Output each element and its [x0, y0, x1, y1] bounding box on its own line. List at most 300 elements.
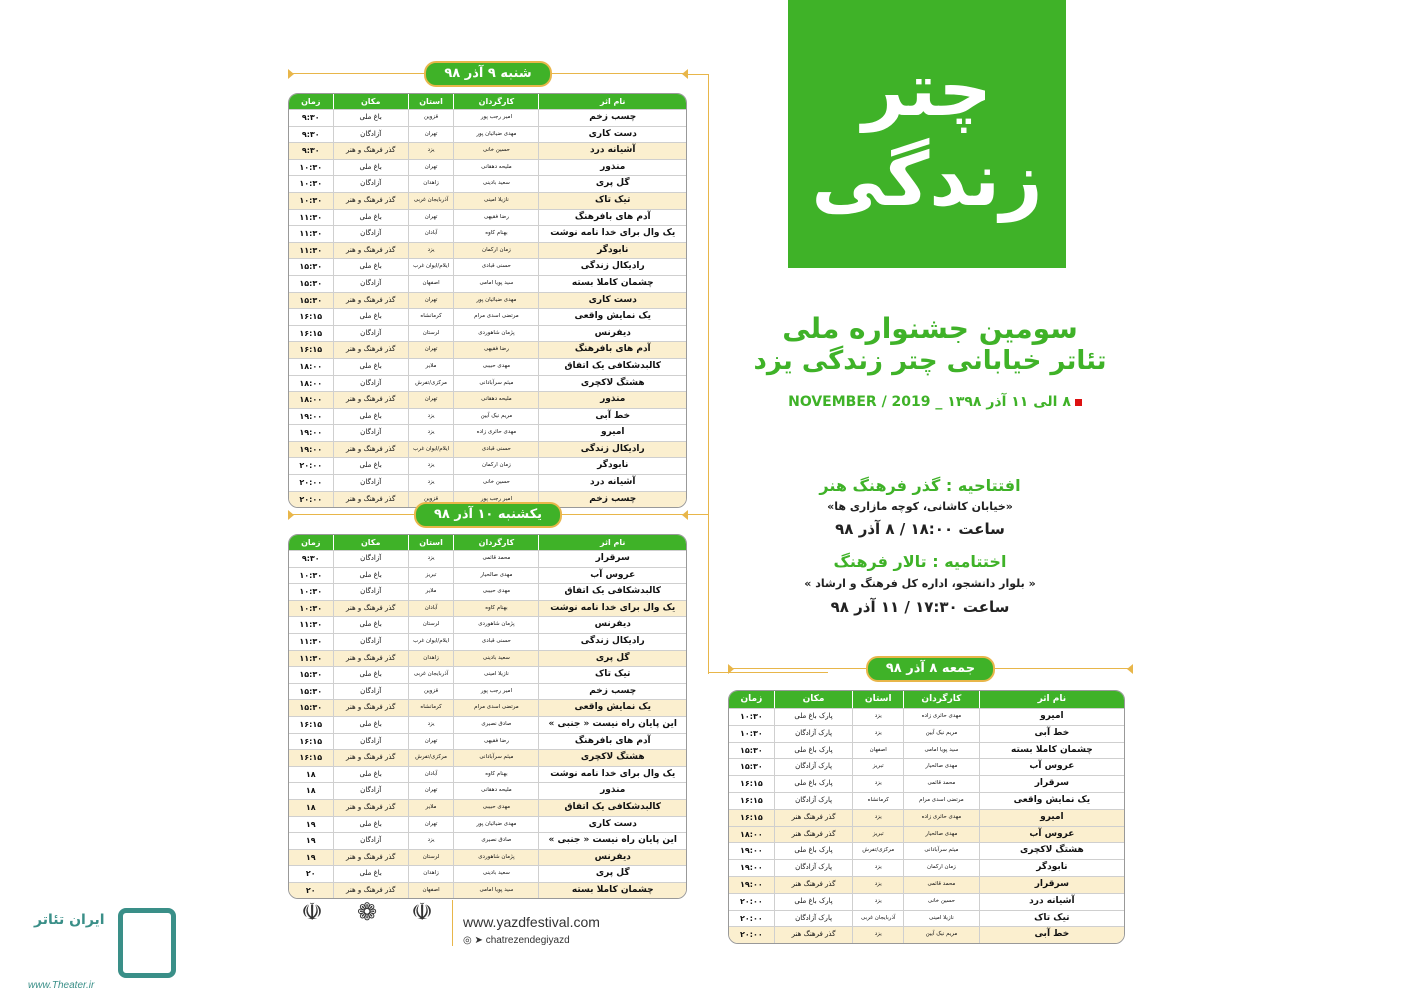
- cell-time: ۱۰:۳۰: [299, 179, 323, 189]
- cell-director: امیر رجب پور: [453, 492, 538, 508]
- cell-province: ملایر: [408, 359, 454, 375]
- header-title: نام اثر: [538, 535, 686, 550]
- cell-place: پارک آزادگان: [774, 860, 853, 876]
- cell-province: ایلام/ایوان غرب: [408, 634, 454, 650]
- cell-time: ۱۹:۰۰: [299, 411, 323, 421]
- cell-title: نابودگر: [538, 243, 686, 259]
- table-row: [289, 683, 686, 700]
- cell-director: مهدی حبیبی: [453, 359, 538, 375]
- cell-time: ۲۰:۰۰: [299, 461, 323, 471]
- cell-title: یک وال برای خدا نامه نوشت: [538, 226, 686, 242]
- cell-title: امیرو: [979, 709, 1124, 725]
- cell-place: باغ ملی: [333, 359, 408, 375]
- cell-director: بهنام کاوه: [453, 601, 538, 617]
- cell-time: ۱۹:۰۰: [740, 846, 763, 856]
- cell-province: تبریز: [852, 759, 903, 775]
- cell-title: چشمان کاملا بسته: [538, 276, 686, 292]
- logo-text-line1: چتر: [862, 47, 992, 133]
- cell-place: آزادگان: [333, 425, 408, 441]
- header-title: نام اثر: [979, 691, 1124, 708]
- cell-title: یک وال برای خدا نامه نوشت: [538, 601, 686, 617]
- schedule-table-saturday: [288, 93, 687, 508]
- cell-place: گذر فرهنگ و هنر: [333, 293, 408, 309]
- cell-director: مهدی صالحیار: [903, 827, 979, 843]
- opening-title: افتتاحیه : گذر فرهنگ هنر: [819, 476, 1021, 495]
- cell-title: آشیانه درد: [538, 143, 686, 159]
- cell-province: آبادان: [408, 601, 454, 617]
- cell-director: ملیحه دهقانی: [453, 783, 538, 799]
- cell-province: تهران: [408, 392, 454, 408]
- cell-title: عروس آب: [538, 568, 686, 584]
- cell-director: امیر رجب پور: [453, 684, 538, 700]
- cell-title: سرقرار: [538, 551, 686, 567]
- cell-place: باغ ملی: [333, 210, 408, 226]
- cell-place: پارک آزادگان: [774, 911, 853, 927]
- cell-province: یزد: [408, 425, 454, 441]
- cell-place: باغ ملی: [333, 717, 408, 733]
- footer-emblems: [292, 898, 442, 946]
- cell-time: ۱۱:۳۰: [299, 653, 323, 663]
- cell-director: حسین خانی: [453, 143, 538, 159]
- cell-title: یک نمایش واقعی: [538, 309, 686, 325]
- cell-place: پارک باغ ملی: [774, 743, 853, 759]
- cell-director: مهدی ضیائیان پور: [453, 127, 538, 143]
- festival-dates: [745, 394, 1125, 410]
- cell-time: ۱۵:۳۰: [740, 745, 763, 755]
- cell-title: آشیانه درد: [979, 894, 1124, 910]
- cell-province: تبریز: [408, 568, 454, 584]
- cell-title: نابودگر: [979, 860, 1124, 876]
- cell-title: دست کاری: [538, 127, 686, 143]
- table-row: [289, 474, 686, 491]
- cell-director: بهنام کاوه: [453, 767, 538, 783]
- header-director: کارگردان: [903, 691, 979, 708]
- cell-place: پارک باغ ملی: [774, 894, 853, 910]
- cell-place: گذر فرهنگ و هنر: [333, 700, 408, 716]
- cell-title: منذور: [538, 392, 686, 408]
- cell-province: کرمانشاه: [852, 793, 903, 809]
- cell-time: ۱۵:۳۰: [299, 295, 323, 305]
- cell-time: ۱۶:۱۵: [740, 795, 763, 805]
- cell-time: ۲۰:۰۰: [740, 896, 763, 906]
- cell-director: مهدی حبیبی: [453, 584, 538, 600]
- cell-place: پارک باغ ملی: [774, 843, 853, 859]
- table-row: [289, 766, 686, 783]
- logo-text-line2: زندگی: [811, 137, 1043, 223]
- table-row: [289, 882, 686, 899]
- cell-director: محمد قائمی: [903, 776, 979, 792]
- table-row: [289, 308, 686, 325]
- cell-place: باغ ملی: [333, 259, 408, 275]
- cell-title: سرقرار: [979, 877, 1124, 893]
- cell-director: میثم سرآبادانی: [453, 750, 538, 766]
- cell-title: امیرو: [538, 425, 686, 441]
- cell-place: گذر فرهنگ و هنر: [333, 143, 408, 159]
- cell-time: ۹:۳۰: [301, 146, 320, 156]
- cell-province: لرستان: [408, 326, 454, 342]
- cell-province: آذربایجان غربی: [408, 193, 454, 209]
- cell-place: گذر فرهنگ و هنر: [333, 442, 408, 458]
- cell-title: گل پری: [538, 176, 686, 192]
- cell-province: تهران: [408, 160, 454, 176]
- cell-place: گذر فرهنگ هنر: [774, 810, 853, 826]
- table-row: [289, 225, 686, 242]
- cell-time: ۱۰:۳۰: [740, 728, 763, 738]
- cell-province: مرکزی/تفرش: [408, 750, 454, 766]
- cell-place: گذر فرهنگ و هنر: [333, 243, 408, 259]
- cell-time: ۱۶:۱۵: [299, 753, 323, 763]
- emblem-icon-1: ☫: [301, 898, 323, 926]
- cell-director: ملیحه دهقانی: [453, 160, 538, 176]
- cell-province: ایلام/ایوان غرب: [408, 442, 454, 458]
- cell-place: آزادگان: [333, 833, 408, 849]
- cell-province: تهران: [408, 293, 454, 309]
- cell-time: ۱۰:۳۰: [299, 195, 323, 205]
- cell-title: تیک تاک: [538, 667, 686, 683]
- cell-director: مهدی حائری زاده: [903, 810, 979, 826]
- cell-place: باغ ملی: [333, 458, 408, 474]
- header-time: زمان: [301, 538, 321, 547]
- cell-province: ملایر: [408, 800, 454, 816]
- header-director: کارگردان: [453, 535, 538, 550]
- cell-place: گذر فرهنگ هنر: [774, 827, 853, 843]
- theater-watermark: [0, 888, 200, 1002]
- cell-province: آذربایجان غربی: [852, 911, 903, 927]
- cell-place: گذر فرهنگ و هنر: [333, 492, 408, 508]
- cell-place: باغ ملی: [333, 617, 408, 633]
- cell-director: مریم نیک آیین: [453, 409, 538, 425]
- cell-title: گل پری: [538, 651, 686, 667]
- table-row: [289, 358, 686, 375]
- cell-place: آزادگان: [333, 634, 408, 650]
- table-row: [289, 175, 686, 192]
- cell-province: تهران: [408, 783, 454, 799]
- cell-place: آزادگان: [333, 584, 408, 600]
- cell-place: باغ ملی: [333, 568, 408, 584]
- table-row: [289, 424, 686, 441]
- cell-title: تیک تاک: [979, 911, 1124, 927]
- cell-director: مهدی ضیائیان پور: [453, 817, 538, 833]
- cell-time: ۱۵:۳۰: [740, 762, 763, 772]
- cell-director: زمان ارکمان: [903, 860, 979, 876]
- cell-place: گذر فرهنگ و هنر: [333, 342, 408, 358]
- cell-time: ۱۵:۳۰: [299, 703, 323, 713]
- cell-place: آزادگان: [333, 475, 408, 491]
- cell-time: ۱۹: [305, 852, 316, 862]
- day-heading-friday: جمعه ۸ آذر ۹۸: [866, 656, 995, 682]
- cell-director: سعید بادینی: [453, 651, 538, 667]
- cell-time: ۱۵:۳۰: [299, 670, 323, 680]
- table-row: [289, 583, 686, 600]
- cell-province: یزد: [408, 243, 454, 259]
- cell-title: چسب زخم: [538, 492, 686, 508]
- table-row: [729, 792, 1124, 809]
- cell-province: یزد: [852, 894, 903, 910]
- cell-province: لرستان: [408, 850, 454, 866]
- cell-province: مرکزی/تفرش: [852, 843, 903, 859]
- cell-province: زاهدان: [408, 866, 454, 882]
- cell-director: میثم سرآبادانی: [453, 376, 538, 392]
- table-row: [289, 242, 686, 259]
- watermark-mask-icon: [118, 908, 176, 978]
- cell-province: یزد: [852, 726, 903, 742]
- cell-title: آدم های بافرهنگ: [538, 734, 686, 750]
- cell-title: کالبدشکافی یک اتفاق: [538, 584, 686, 600]
- footer-social-handle: chatrezendegiyazd: [485, 935, 570, 946]
- cell-title: نابودگر: [538, 458, 686, 474]
- table-row: [729, 758, 1124, 775]
- cell-title: آدم های بافرهنگ: [538, 210, 686, 226]
- header-place: مکان: [774, 691, 853, 708]
- cell-title: این پایان راه نیست « جنبی »: [538, 717, 686, 733]
- table-row: [289, 408, 686, 425]
- cell-province: زاهدان: [408, 176, 454, 192]
- cell-title: یک نمایش واقعی: [979, 793, 1124, 809]
- cell-province: قزوین: [408, 684, 454, 700]
- cell-director: مهدی صالحیار: [903, 759, 979, 775]
- cell-time: ۱۸:۰۰: [740, 829, 763, 839]
- cell-province: یزد: [408, 833, 454, 849]
- festival-title-line1: سومین جشنواره ملی: [782, 312, 1078, 345]
- cell-title: هشتگ لاکچری: [538, 376, 686, 392]
- table-row: [729, 859, 1124, 876]
- cell-province: مرکزی/تفرش: [408, 376, 454, 392]
- cell-province: تهران: [408, 817, 454, 833]
- cell-director: ملیحه دهقانی: [453, 392, 538, 408]
- table-row: [289, 733, 686, 750]
- cell-title: منذور: [538, 160, 686, 176]
- cell-province: تهران: [408, 342, 454, 358]
- cell-title: سرقرار: [979, 776, 1124, 792]
- cell-title: چسب زخم: [538, 684, 686, 700]
- cell-director: مریم نیک آیین: [903, 726, 979, 742]
- cell-province: یزد: [852, 877, 903, 893]
- cell-time: ۱۱:۳۰: [299, 212, 323, 222]
- cell-director: محمد قائمی: [453, 551, 538, 567]
- cell-time: ۱۸: [305, 786, 316, 796]
- cell-time: ۱۸: [305, 769, 316, 779]
- header-time: زمان: [301, 97, 321, 106]
- cell-title: دیفرنس: [538, 617, 686, 633]
- cell-time: ۱۶:۱۵: [740, 812, 763, 822]
- cell-place: آزادگان: [333, 376, 408, 392]
- cell-province: اصفهان: [408, 883, 454, 899]
- cell-time: ۱۸: [305, 802, 316, 812]
- table-row: [729, 893, 1124, 910]
- cell-province: زاهدان: [408, 651, 454, 667]
- cell-place: پارک آزادگان: [774, 726, 853, 742]
- cell-province: یزد: [852, 810, 903, 826]
- cell-title: عروس آب: [979, 827, 1124, 843]
- cell-director: رضا فقیهی: [453, 210, 538, 226]
- cell-title: رادیکال زندگی: [538, 259, 686, 275]
- table-row: [289, 292, 686, 309]
- cell-title: کالبدشکافی یک اتفاق: [538, 359, 686, 375]
- cell-director: صادق نصیری: [453, 717, 538, 733]
- cell-time: ۹:۳۰: [301, 129, 320, 139]
- schedule-table-sunday: [288, 534, 687, 899]
- cell-title: رادیکال زندگی: [538, 634, 686, 650]
- header-place: مکان: [333, 94, 408, 109]
- frame-line-connector-sat: [686, 74, 708, 75]
- cell-director: حسین خانی: [453, 475, 538, 491]
- table-row: [729, 775, 1124, 792]
- cell-province: یزد: [408, 551, 454, 567]
- table-row: [289, 865, 686, 882]
- cell-place: باغ ملی: [333, 309, 408, 325]
- cell-title: دست کاری: [538, 817, 686, 833]
- table-row: [289, 126, 686, 143]
- footer-website[interactable]: www.yazdfestival.com: [463, 914, 600, 930]
- table-row: [289, 699, 686, 716]
- cell-title: کالبدشکافی یک اتفاق: [538, 800, 686, 816]
- header-time: زمان: [740, 694, 763, 704]
- cell-director: مهدی ضیائیان پور: [453, 293, 538, 309]
- cell-time: ۱۶:۱۵: [299, 328, 323, 338]
- cell-place: آزادگان: [333, 551, 408, 567]
- cell-title: رادیکال زندگی: [538, 442, 686, 458]
- frame-line-connector-sun: [686, 514, 708, 515]
- cell-place: باغ ملی: [333, 110, 408, 126]
- instagram-icon: ◎: [463, 935, 472, 946]
- day-heading-saturday: شنبه ۹ آذر ۹۸: [424, 61, 551, 87]
- cell-province: ایلام/ایوان غرب: [408, 259, 454, 275]
- cell-place: گذر فرهنگ و هنر: [333, 883, 408, 899]
- footer-social[interactable]: [463, 935, 570, 946]
- cell-director: میثم سرآبادانی: [903, 843, 979, 859]
- cell-time: ۱۵:۳۰: [299, 686, 323, 696]
- cell-time: ۱۹:۰۰: [299, 428, 323, 438]
- cell-director: حسنی قبادی: [453, 634, 538, 650]
- cell-time: ۱۶:۱۵: [740, 779, 763, 789]
- cell-province: یزد: [408, 143, 454, 159]
- telegram-icon: ➤: [474, 935, 483, 946]
- cell-title: هشتگ لاکچری: [979, 843, 1124, 859]
- table-row: [729, 926, 1124, 943]
- cell-title: گل پری: [538, 866, 686, 882]
- table-row: [289, 832, 686, 849]
- table-row: [289, 633, 686, 650]
- header-province: استان: [408, 535, 454, 550]
- cell-director: رضا فقیهی: [453, 734, 538, 750]
- date-bullet: [1075, 399, 1082, 406]
- cell-place: آزادگان: [333, 783, 408, 799]
- cell-director: بهنام کاوه: [453, 226, 538, 242]
- cell-title: آدم های بافرهنگ: [538, 342, 686, 358]
- table-row: [729, 910, 1124, 927]
- cell-time: ۱۶:۱۵: [299, 312, 323, 322]
- cell-director: سعید بادینی: [453, 176, 538, 192]
- cell-director: مهدی صالحیار: [453, 568, 538, 584]
- frame-line-right-vertical: [708, 74, 709, 674]
- cell-place: باغ ملی: [333, 767, 408, 783]
- cell-place: آزادگان: [333, 684, 408, 700]
- table-row: [289, 159, 686, 176]
- table-row: [289, 849, 686, 866]
- cell-province: اصفهان: [852, 743, 903, 759]
- festival-dates-text: ۸ الی ۱۱ آذر ۱۳۹۸ _ NOVEMBER / 2019: [788, 394, 1071, 410]
- cell-title: عروس آب: [979, 759, 1124, 775]
- cell-director: زمان ارکمان: [453, 243, 538, 259]
- cell-place: باغ ملی: [333, 409, 408, 425]
- cell-director: سید پویا امامی: [453, 276, 538, 292]
- cell-province: تهران: [408, 210, 454, 226]
- table-row: [289, 441, 686, 458]
- festival-logo: [788, 0, 1066, 268]
- cell-time: ۱۶:۱۵: [299, 736, 323, 746]
- cell-title: چسب زخم: [538, 110, 686, 126]
- cell-director: حسین خانی: [903, 894, 979, 910]
- cell-place: پارک آزادگان: [774, 759, 853, 775]
- cell-province: آبادان: [408, 226, 454, 242]
- cell-province: کرمانشاه: [408, 700, 454, 716]
- cell-director: سعید بادینی: [453, 866, 538, 882]
- cell-time: ۱۶:۱۵: [299, 719, 323, 729]
- day-ribbon-friday: [728, 657, 1133, 681]
- cell-province: کرمانشاه: [408, 309, 454, 325]
- header-director: کارگردان: [453, 94, 538, 109]
- header-title: نام اثر: [538, 94, 686, 109]
- cell-title: یک نمایش واقعی: [538, 700, 686, 716]
- cell-place: گذر فرهنگ و هنر: [333, 750, 408, 766]
- cell-time: ۱۹:۰۰: [740, 863, 763, 873]
- cell-province: آبادان: [408, 767, 454, 783]
- cell-place: باغ ملی: [333, 160, 408, 176]
- cell-place: گذر فرهنگ و هنر: [333, 651, 408, 667]
- cell-title: تیک تاک: [538, 193, 686, 209]
- table-row: [289, 650, 686, 667]
- cell-director: نازیلا امینی: [453, 667, 538, 683]
- cell-title: خط آبی: [538, 409, 686, 425]
- table-row: [289, 275, 686, 292]
- cell-director: نازیلا امینی: [453, 193, 538, 209]
- cell-title: خط آبی: [979, 927, 1124, 943]
- cell-place: گذر فرهنگ هنر: [774, 927, 853, 943]
- cell-time: ۱۹:۰۰: [740, 879, 763, 889]
- table-row: [289, 600, 686, 617]
- day-heading-sunday: یکشنبه ۱۰ آذر ۹۸: [414, 502, 562, 528]
- table-row: [289, 616, 686, 633]
- closing-title: اختتامیه : تالار فرهنگ: [833, 552, 1007, 571]
- cell-place: آزادگان: [333, 226, 408, 242]
- cell-time: ۱۸:۰۰: [299, 378, 323, 388]
- emblem-icon-2: ❁: [356, 898, 378, 926]
- cell-title: یک وال برای خدا نامه نوشت: [538, 767, 686, 783]
- cell-director: محمد قائمی: [903, 877, 979, 893]
- table-row: [289, 749, 686, 766]
- table-row: [289, 192, 686, 209]
- cell-title: دیفرنس: [538, 850, 686, 866]
- cell-title: آشیانه درد: [538, 475, 686, 491]
- table-row: [289, 716, 686, 733]
- cell-place: پارک باغ ملی: [774, 776, 853, 792]
- cell-province: یزد: [408, 409, 454, 425]
- cell-place: باغ ملی: [333, 866, 408, 882]
- cell-director: مریم نیک آیین: [903, 927, 979, 943]
- cell-province: یزد: [852, 860, 903, 876]
- cell-time: ۱۰:۳۰: [299, 587, 323, 597]
- cell-province: یزد: [408, 475, 454, 491]
- cell-title: چشمان کاملا بسته: [538, 883, 686, 899]
- cell-director: حسنی قبادی: [453, 442, 538, 458]
- cell-time: ۱۱:۳۰: [299, 245, 323, 255]
- closing-time: ساعت ۱۷:۳۰ / ۱۱ آذر ۹۸: [830, 598, 1010, 616]
- cell-place: پارک باغ ملی: [774, 709, 853, 725]
- table-row: [729, 742, 1124, 759]
- cell-province: یزد: [852, 776, 903, 792]
- cell-province: یزد: [408, 717, 454, 733]
- cell-director: مهدی حبیبی: [453, 800, 538, 816]
